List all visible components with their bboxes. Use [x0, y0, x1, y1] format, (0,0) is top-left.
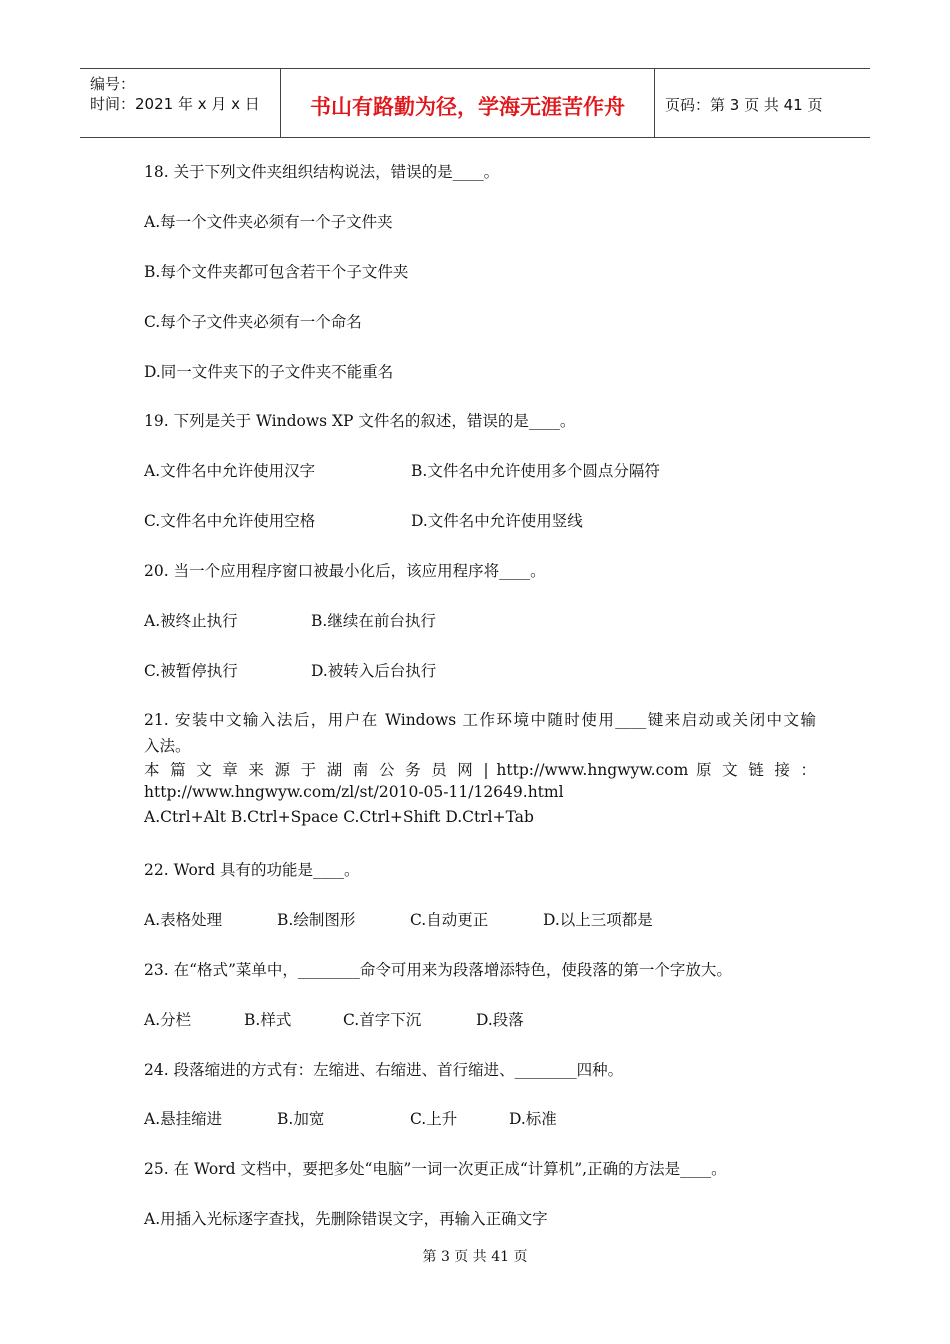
- option-18d: D.同一文件夹下的子文件夹不能重名: [144, 363, 394, 381]
- question-23: 23. 在“格式”菜单中，________命令可用来为段落增添特色，使段落的第一个字放大。: [144, 961, 732, 979]
- option-19b: B.文件名中允许使用多个圆点分隔符: [411, 462, 660, 480]
- question-21-cont: 入法。: [144, 737, 191, 755]
- question-24: 24. 段落缩进的方式有：左缩进、右缩进、首行缩进、________四种。: [144, 1061, 624, 1079]
- option-20c: C.被暂停执行: [144, 662, 238, 680]
- question-19: 19. 下列是关于 Windows XP 文件名的叙述，错误的是____。: [144, 412, 576, 430]
- option-20d: D.被转入后台执行: [311, 662, 437, 680]
- page-footer: 第 3 页 共 41 页: [422, 1249, 528, 1265]
- option-19c: C.文件名中允许使用空格: [144, 512, 316, 530]
- option-18c: C.每个子文件夹必须有一个命名: [144, 313, 362, 331]
- question-20: 20. 当一个应用程序窗口被最小化后，该应用程序将____。: [144, 562, 546, 580]
- option-23d: D.段落: [476, 1011, 524, 1029]
- option-23b: B.样式: [244, 1011, 292, 1029]
- option-19d: D.文件名中允许使用竖线: [411, 512, 583, 530]
- question-22: 22. Word 具有的功能是____。: [144, 861, 360, 879]
- option-22c: C.自动更正: [410, 911, 489, 929]
- option-20b: B.继续在前台执行: [311, 612, 436, 630]
- option-18a: A.每一个文件夹必须有一个子文件夹: [144, 213, 393, 231]
- date-label: 时间：2021 年 x 月 x 日: [90, 95, 260, 113]
- option-20a: A.被终止执行: [144, 612, 238, 630]
- option-24c: C.上升: [410, 1110, 458, 1128]
- header-meta-cell: [80, 69, 281, 137]
- option-24b: B.加宽: [277, 1110, 325, 1128]
- option-19a: A.文件名中允许使用汉字: [144, 462, 316, 480]
- option-23a: A.分栏: [144, 1011, 192, 1029]
- option-24d: D.标准: [509, 1110, 557, 1128]
- option-25a: A.用插入光标逐字查找，先删除错误文字，再输入正确文字: [144, 1210, 548, 1228]
- option-23c: C.首字下沉: [343, 1011, 422, 1029]
- page-info: 页码：第 3 页 共 41 页: [665, 96, 823, 114]
- code-label: 编号：: [90, 75, 136, 93]
- question-18: 18. 关于下列文件夹组织结构说法，错误的是____。: [144, 163, 500, 181]
- option-18b: B.每个文件夹都可包含若干个子文件夹: [144, 263, 409, 281]
- source-link: http://www.hngwyw.com/zl/st/2010-05-11/12649.html: [144, 783, 564, 801]
- option-22d: D.以上三项都是: [543, 911, 653, 929]
- option-22b: B.绘制图形: [277, 911, 356, 929]
- header-motto-cell: [281, 69, 655, 137]
- option-24a: A.悬挂缩进: [144, 1110, 223, 1128]
- option-22a: A.表格处理: [144, 911, 223, 929]
- header-page-cell: [655, 69, 870, 137]
- motto: 书山有路勤为径，学海无涯苦作舟: [310, 95, 625, 119]
- source-line: 本 篇 文 章 来 源 于 湖 南 公 务 员 网 | http://www.hngwyw.com 原 文 链 接 ：: [144, 761, 816, 779]
- question-21: 21. 安装中文输入法后，用户在 Windows 工作环境中随时使用____键来启动或关闭中文输: [144, 711, 816, 729]
- options-21: A.Ctrl+Alt B.Ctrl+Space C.Ctrl+Shift D.Ctrl+Tab: [144, 808, 534, 826]
- page-header: [80, 68, 870, 138]
- question-25: 25. 在 Word 文档中，要把多处“电脑”一词一次更正成“计算机”,正确的方法是____。: [144, 1160, 727, 1178]
